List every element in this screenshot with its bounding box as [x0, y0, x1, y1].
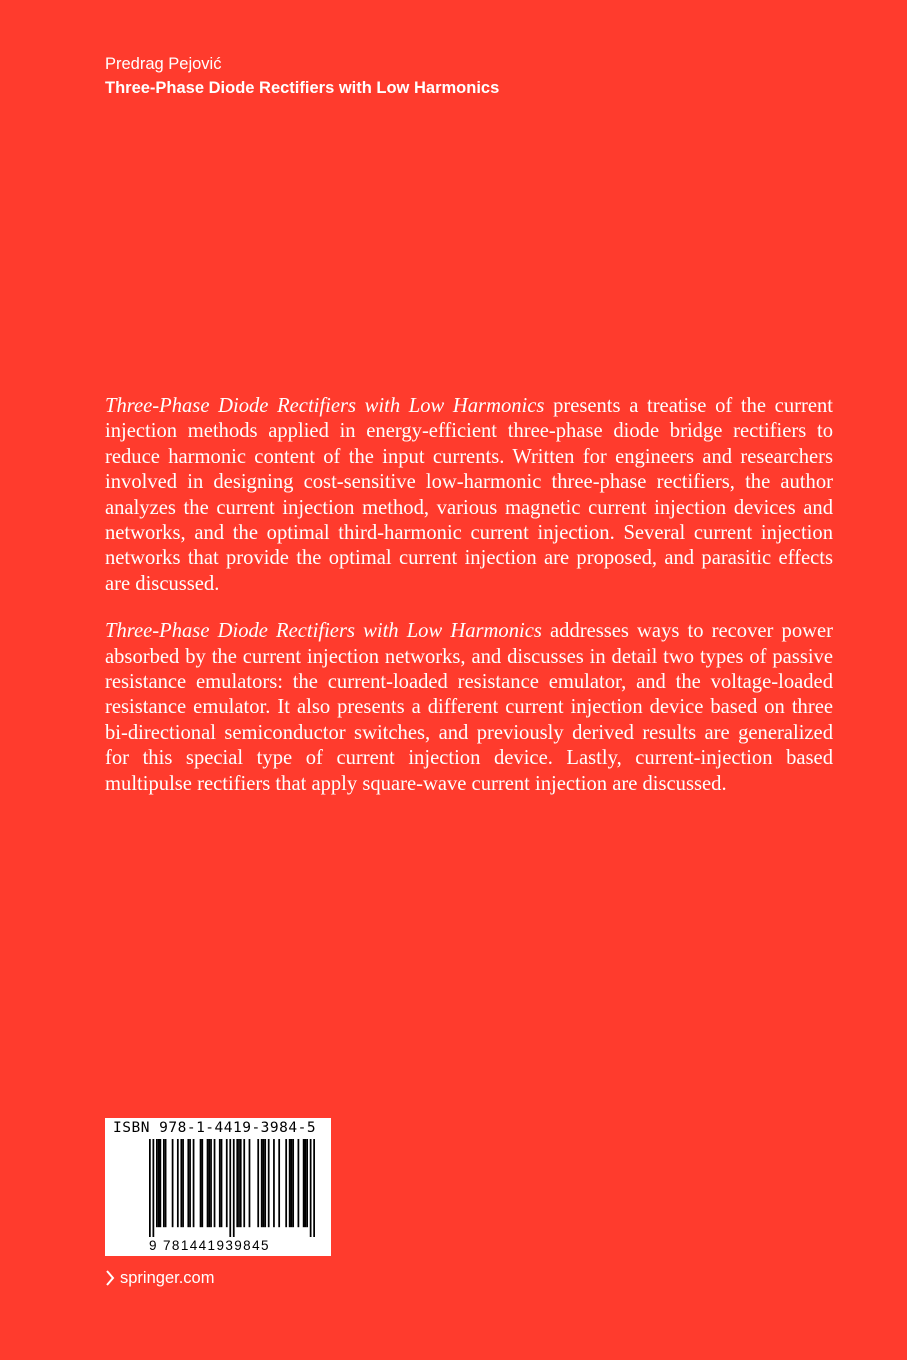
description-paragraph-1: [105, 394, 833, 597]
barcode-bar: [249, 1139, 251, 1227]
description-title-ref-2: Three-Phase Diode Rectifiers with Low Harmonics: [105, 620, 542, 643]
barcode-bar: [226, 1139, 228, 1227]
description-title-ref-1: Three-Phase Diode Rectifiers with Low Harmonics: [105, 395, 545, 417]
book-description: [105, 394, 833, 797]
barcode-bar: [310, 1139, 312, 1237]
barcode-bar: [165, 1139, 167, 1227]
ean-digits: 781441939845: [163, 1238, 270, 1253]
barcode-bar: [292, 1139, 294, 1227]
barcode-bar: [182, 1139, 184, 1227]
barcode-bar: [177, 1139, 179, 1227]
barcode-bar: [236, 1139, 238, 1227]
description-paragraph-2: [105, 619, 833, 797]
book-title: Three-Phase Diode Rectifiers with Low Harmonics: [105, 79, 500, 97]
barcode-bar: [193, 1139, 195, 1227]
chevron-right-icon: [105, 1269, 115, 1287]
barcode-bar: [219, 1139, 221, 1227]
barcode-bar: [278, 1139, 280, 1227]
barcode-bar: [208, 1139, 210, 1227]
barcode-bar: [291, 1139, 293, 1227]
barcode-bar: [243, 1139, 245, 1227]
barcode-bar: [289, 1139, 291, 1227]
isbn-barcode: [105, 1118, 331, 1256]
publisher-url: springer.com: [120, 1269, 215, 1287]
barcode-bar: [201, 1139, 203, 1227]
barcode-bar: [305, 1139, 307, 1227]
barcode-bar: [221, 1139, 223, 1227]
barcode-bar: [152, 1139, 154, 1237]
barcode-bar: [273, 1139, 275, 1227]
barcode-bar: [261, 1139, 263, 1227]
barcode-bar: [313, 1139, 315, 1237]
barcode-bar: [163, 1139, 165, 1227]
publisher-link[interactable]: [105, 1267, 214, 1289]
cover-header: [105, 52, 499, 100]
barcode-bar: [298, 1139, 300, 1227]
barcode-bar: [233, 1139, 235, 1237]
description-text-1: presents a treatise of the current injection methods applied in energy-efficient three-phase diode bridge rectifiers to reduce harmonic content of the input currents. Written for engineers and researchers involved in designing cost-sensitive low-harmonic three-phase rectifiers, the author analyzes the current injection method, various magnetic current injection devices and networks, and the optimal third-harmonic current injection. Several current injection networks that provide the optimal current injection are proposed, and parasitic effects are discussed.: [105, 395, 833, 595]
barcode-bar: [268, 1139, 270, 1227]
barcode-bar: [229, 1139, 231, 1237]
barcode-bar: [159, 1139, 161, 1227]
barcode-bar: [264, 1139, 266, 1227]
barcode-bar: [285, 1139, 287, 1227]
barcode-bar: [303, 1139, 305, 1227]
description-text-2: addresses ways to recover power absorbed by the current injection networks, and discusses in detail two types of passive resistance emulators: the current-loaded resistance emulator, and the voltage-loaded resistance emulator. It also presents a different current injection device based on three bi-directional semiconductor switches, and previously derived results are generalized for this special type of current injection device. Lastly, current-injection based multipulse rectifiers that apply square-wave current injection are discussed.: [105, 620, 833, 795]
barcode-bar: [149, 1139, 151, 1237]
barcode-bar: [189, 1139, 191, 1227]
barcode-bar: [158, 1139, 160, 1227]
ean-first-digit: 9: [149, 1238, 157, 1253]
barcode-bars: [149, 1139, 315, 1237]
barcode-bar: [257, 1139, 259, 1227]
barcode-bar: [180, 1139, 182, 1227]
barcode-bar: [172, 1139, 174, 1227]
barcode-bar: [214, 1139, 216, 1227]
barcode-bar: [156, 1139, 158, 1227]
barcode-bar: [200, 1139, 202, 1227]
barcode-bar: [306, 1139, 308, 1227]
author-name: Predrag Pejović: [105, 55, 222, 73]
barcode-bar: [187, 1139, 189, 1227]
barcode-bar: [207, 1139, 209, 1227]
isbn-label: ISBN 978-1-4419-3984-5: [113, 1120, 317, 1136]
barcode-bar: [263, 1139, 265, 1227]
barcode-bar: [210, 1139, 212, 1227]
barcode-bar: [238, 1139, 240, 1227]
barcode-bar: [240, 1139, 242, 1227]
